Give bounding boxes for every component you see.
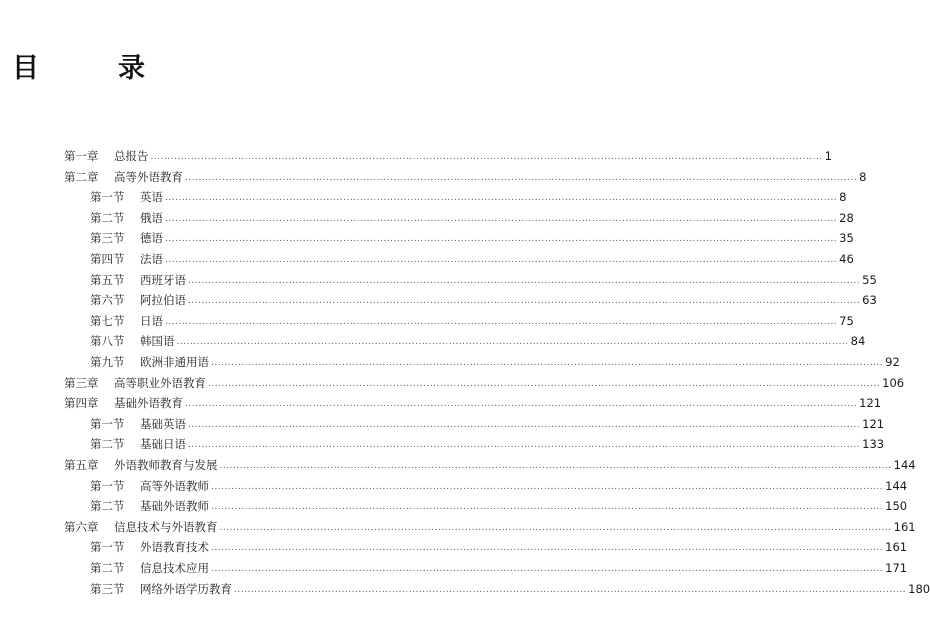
toc-entry-page: 180 <box>908 581 930 596</box>
toc-entry-number: 第六节 <box>90 293 125 308</box>
toc-leader-dots: ........................................................................................................................................................................................................ <box>176 337 849 348</box>
toc-entry-title: 阿拉伯语 <box>140 293 186 308</box>
toc-entry-number: 第一节 <box>90 190 125 205</box>
toc-entry[interactable] <box>90 267 877 287</box>
toc-entry[interactable] <box>90 184 847 205</box>
toc-entry-number: 第六章 <box>64 519 99 534</box>
toc-entry-title: 日语 <box>140 313 163 328</box>
toc-entry[interactable] <box>90 493 908 514</box>
toc-entry-number: 第二节 <box>90 210 125 225</box>
toc-leader-dots: ........................................................................................................................................................................................................ <box>211 358 884 368</box>
toc-entry[interactable] <box>90 287 877 308</box>
toc-entry-page: 106 <box>882 375 905 390</box>
toc-entry[interactable] <box>90 225 854 246</box>
toc-entry-page: 75 <box>839 313 854 328</box>
toc-leader-dots: ........................................................................................................................................................................................................ <box>165 255 838 265</box>
toc-entry[interactable] <box>90 411 885 431</box>
toc-entry-number: 第一节 <box>90 540 125 555</box>
toc-entry-number: 第九节 <box>90 355 125 369</box>
toc-entry-title: 英语 <box>140 190 163 205</box>
toc-entry-title: 高等职业外语教育 <box>114 375 206 390</box>
toc-leader-dots: ........................................................................................................................................................................................................ <box>185 399 858 410</box>
toc-leader-dots: ........................................................................................................................................................................................................ <box>188 275 861 286</box>
toc-entry-number: 第四节 <box>90 252 125 266</box>
toc-entry-title: 高等外语教师 <box>140 478 209 493</box>
toc-entry-title: 外语教育技术 <box>140 540 209 555</box>
toc-entry-title: 网络外语学历教育 <box>140 581 232 596</box>
toc-entry-number: 第三章 <box>64 375 99 390</box>
toc-entry-page: 28 <box>839 210 854 225</box>
toc-entry-number: 第二节 <box>90 499 125 514</box>
toc-leader-dots: ........................................................................................................................................................................................................ <box>188 296 861 307</box>
toc-entry-page: 144 <box>893 458 916 472</box>
toc-entry-page: 92 <box>885 355 900 369</box>
toc-entry-page: 133 <box>862 437 885 452</box>
toc-leader-dots: ........................................................................................................................................................................................................ <box>234 584 907 595</box>
toc-entry-number: 第一节 <box>90 478 125 493</box>
toc-entry-title: 外语教师教育与发展 <box>114 458 218 472</box>
toc-entry-page: 161 <box>893 519 916 534</box>
toc-entry[interactable] <box>90 308 854 328</box>
toc-entry[interactable] <box>64 390 882 411</box>
page-title: 目 录 <box>12 53 171 84</box>
toc-entry-title: 法语 <box>140 252 163 266</box>
toc-entry-title: 西班牙语 <box>140 272 186 287</box>
toc-entry-title: 基础外语教师 <box>140 499 209 514</box>
toc-entry-page: 8 <box>859 169 867 184</box>
toc-entry-number: 第八节 <box>90 334 125 349</box>
toc-entry[interactable] <box>90 534 908 555</box>
toc-entry[interactable] <box>64 143 832 163</box>
toc-entry[interactable] <box>90 205 854 225</box>
toc-entry-page: 1 <box>824 149 832 163</box>
toc-entry[interactable] <box>64 452 916 472</box>
toc-entry-page: 171 <box>885 561 908 575</box>
toc-entry-title: 韩国语 <box>140 334 175 349</box>
toc-leader-dots: ........................................................................................................................................................................................................ <box>188 419 861 430</box>
toc-entry[interactable] <box>90 431 885 452</box>
toc-entry-title: 欧洲非通用语 <box>140 355 209 369</box>
toc-entry-title: 总报告 <box>114 149 149 163</box>
toc-entry-title: 德语 <box>140 231 163 246</box>
toc-entry-number: 第四章 <box>64 396 99 411</box>
toc-entry-number: 第五章 <box>64 458 99 472</box>
toc-leader-dots: ........................................................................................................................................................................................................ <box>211 543 884 554</box>
toc-entry[interactable] <box>90 576 930 596</box>
toc-leader-dots: ........................................................................................................................................................................................................ <box>211 502 884 513</box>
toc-entry[interactable] <box>90 246 854 266</box>
toc-entry-title: 信息技术应用 <box>140 561 209 575</box>
toc-entry-title: 基础英语 <box>140 416 186 431</box>
toc-entry-page: 84 <box>850 334 866 349</box>
toc-leader-dots: ........................................................................................................................................................................................................ <box>219 461 892 471</box>
toc-leader-dots: ........................................................................................................................................................................................................ <box>188 440 861 451</box>
toc-entry-page: 35 <box>839 231 854 246</box>
toc-entry[interactable] <box>90 349 900 369</box>
toc-entry-number: 第一节 <box>90 416 125 431</box>
toc-entry-number: 第二节 <box>90 561 125 575</box>
toc-entry-page: 121 <box>859 396 882 411</box>
toc-entry-page: 55 <box>862 272 877 287</box>
toc-entry-number: 第五节 <box>90 272 125 287</box>
toc-leader-dots: ........................................................................................................................................................................................................ <box>150 152 823 162</box>
toc-leader-dots: ........................................................................................................................................................................................................ <box>208 378 881 389</box>
toc-entry-title: 基础日语 <box>140 437 186 452</box>
toc-entry-number: 第七节 <box>90 313 125 328</box>
toc-entry-number: 第三节 <box>90 231 125 246</box>
toc-entry[interactable] <box>64 164 867 184</box>
toc-leader-dots: ........................................................................................................................................................................................................ <box>165 213 838 224</box>
toc-entry-title: 俄语 <box>140 210 163 225</box>
toc-entry-page: 8 <box>839 190 847 205</box>
toc-entry[interactable] <box>64 514 916 534</box>
toc-leader-dots: ........................................................................................................................................................................................................ <box>165 234 838 245</box>
toc-entry-page: 121 <box>862 416 885 431</box>
toc-leader-dots: ........................................................................................................................................................................................................ <box>211 481 884 492</box>
toc-entry-number: 第三节 <box>90 581 125 596</box>
toc-entry[interactable] <box>90 473 908 493</box>
toc-entry-title: 信息技术与外语教育 <box>114 519 218 534</box>
toc-entry-number: 第二章 <box>64 169 99 184</box>
toc-entry-page: 46 <box>839 252 854 266</box>
toc-entry-page: 150 <box>885 499 908 514</box>
toc-leader-dots: ........................................................................................................................................................................................................ <box>219 522 892 533</box>
toc-entry-number: 第二节 <box>90 437 125 452</box>
toc-entry[interactable] <box>90 328 866 349</box>
toc-entry-page: 144 <box>885 478 908 493</box>
toc-leader-dots: ........................................................................................................................................................................................................ <box>185 172 858 183</box>
toc-leader-dots: ........................................................................................................................................................................................................ <box>211 564 884 574</box>
toc-entry-number: 第一章 <box>64 149 99 163</box>
toc-entry[interactable] <box>90 555 908 575</box>
toc-entry-title: 高等外语教育 <box>114 169 183 184</box>
toc-entry-page: 161 <box>885 540 908 555</box>
toc-entry[interactable] <box>64 370 905 390</box>
toc-leader-dots: ........................................................................................................................................................................................................ <box>165 316 838 327</box>
toc-entry-page: 63 <box>862 293 877 308</box>
toc-leader-dots: ........................................................................................................................................................................................................ <box>165 193 838 204</box>
toc-entry-title: 基础外语教育 <box>114 396 183 411</box>
